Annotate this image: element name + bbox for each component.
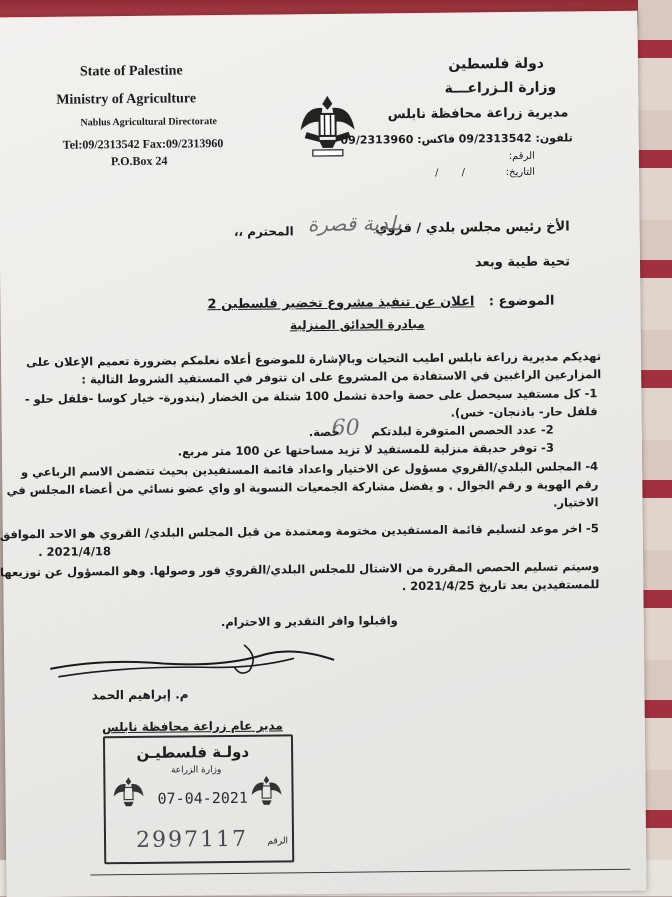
condition-5-line-2: 2021/4/18 . bbox=[38, 544, 111, 559]
stamp-number-handwritten: 2997117 bbox=[136, 827, 248, 853]
delivery-line-2: للمستفيدين بعد تاريخ 2021/4/25 . bbox=[402, 577, 600, 593]
delivery-line-1: وسيتم تسليم الحصص المقررة من الاشتال للمجلس البلدي/القروي فور وصولها. وهو المسؤول عن توزيعها bbox=[0, 559, 599, 579]
letter-page bbox=[0, 11, 647, 897]
condition-2-unit: حصة. bbox=[309, 425, 340, 439]
subject-label: الموضوع : bbox=[489, 294, 555, 310]
stamp-ministry: وزارة الزراعة bbox=[171, 765, 221, 776]
condition-1-line-2: فلفل حار- باذنجان- خس). bbox=[451, 404, 598, 420]
footer-rule bbox=[90, 869, 630, 876]
condition-2: 2- عدد الحصص المتوفرة لبلدتكم bbox=[371, 423, 554, 439]
stamp-date: 07-04-2021 bbox=[158, 789, 248, 808]
signature-scribble-icon bbox=[44, 636, 345, 689]
condition-2-handwritten-value: 60 bbox=[332, 416, 360, 441]
subject-line-2: مبادرة الحدائق المنزلية bbox=[290, 317, 425, 332]
greeting: تحية طيبة وبعد bbox=[475, 254, 570, 270]
condition-5-line-1: 5- اخر موعد لتسليم قائمة المستفيدين مختومة ومعتمدة من قبل المجلس البلدي/ القروي هو الاحد الموافق bbox=[0, 521, 599, 541]
signatory-name: م. إبراهيم الحمد bbox=[92, 687, 189, 702]
ref-label: الرقم: bbox=[509, 151, 535, 162]
header-ministry-en: Ministry of Agriculture bbox=[56, 91, 196, 108]
closing-line: واقبلوا وافر التقدير و الاحترام. bbox=[221, 613, 398, 629]
date-value: / / bbox=[435, 167, 475, 178]
condition-4-line-3: الاختيار. bbox=[553, 495, 599, 509]
addressee-line: الأخ رئيس مجلس بلدي / قروي bbox=[375, 219, 569, 236]
header-state-en: State of Palestine bbox=[80, 63, 183, 80]
date-label: التاريخ: bbox=[506, 167, 535, 178]
stamp-state: دولـة فلسطيـن bbox=[136, 743, 249, 762]
condition-1-line-1: 1- كل مستفيد سيحصل على حصة واحدة تشمل 100 شتلة من الخضار (بندورة- خيار كوسا -فلفل حلو - bbox=[25, 386, 598, 406]
addressee-handwritten-name: بلدية قصرة bbox=[308, 211, 402, 236]
addressee-honorific: المحترم ،، bbox=[234, 224, 294, 239]
stamp-ref-label: الرقم bbox=[267, 836, 288, 846]
stamp-right-emblem-icon bbox=[249, 772, 283, 812]
intro-line-1: تهديكم مديرية زراعة نابلس اطيب التحيات وبالإشارة للموضوع أعلاه نعلمكم بضرورة تعميم الإعلان على bbox=[26, 349, 601, 369]
official-stamp bbox=[103, 734, 294, 864]
header-ministry-ar: وزارة الـزراعـــة bbox=[445, 80, 557, 97]
condition-3: 3- توفر حديقة منزلية للمستفيد لا تزيد مساحتها عن 100 متر مربع. bbox=[178, 441, 554, 459]
header-directorate-en: Nablus Agricultural Directorate bbox=[80, 116, 217, 128]
header-state-ar: دولة فلسطين bbox=[448, 56, 544, 73]
condition-4-line-2: رقم الهوية و رقم الجوال . و يفضل مشاركة الجمعيات النسوية او واي عضو نسائي من أعضاء المجلس في bbox=[7, 477, 599, 497]
header-contact-ar: تلفون: 09/2313542 فاكس: 09/2313960 bbox=[340, 131, 572, 146]
header-contact-en: Tel:09/2313542 Fax:09/2313960 bbox=[63, 136, 224, 153]
header-directorate-ar: مديرية زراعة محافظة نابلس bbox=[388, 105, 569, 122]
condition-4-line-1: 4- المجلس البلدي/القروي مسؤول عن الاختيار واعداد قائمة المستفيدين بحيث تتضمن الاسم الرباعي و bbox=[21, 459, 598, 479]
signatory-title: مدير عام زراعة محافظة نابلس bbox=[102, 718, 283, 734]
palestine-eagle-emblem-icon bbox=[298, 90, 357, 163]
intro-line-2: المزارعين الراغبين في الاستفادة من المشروع على ان تتوفر في المستفيد الشروط التالية : bbox=[81, 367, 601, 386]
subject-line-1: اعلان عن تنفيذ مشروع تخضير فلسطين 2 bbox=[207, 294, 474, 312]
stamp-left-emblem-icon bbox=[111, 774, 145, 814]
header-pobox-en: P.O.Box 24 bbox=[111, 154, 168, 170]
